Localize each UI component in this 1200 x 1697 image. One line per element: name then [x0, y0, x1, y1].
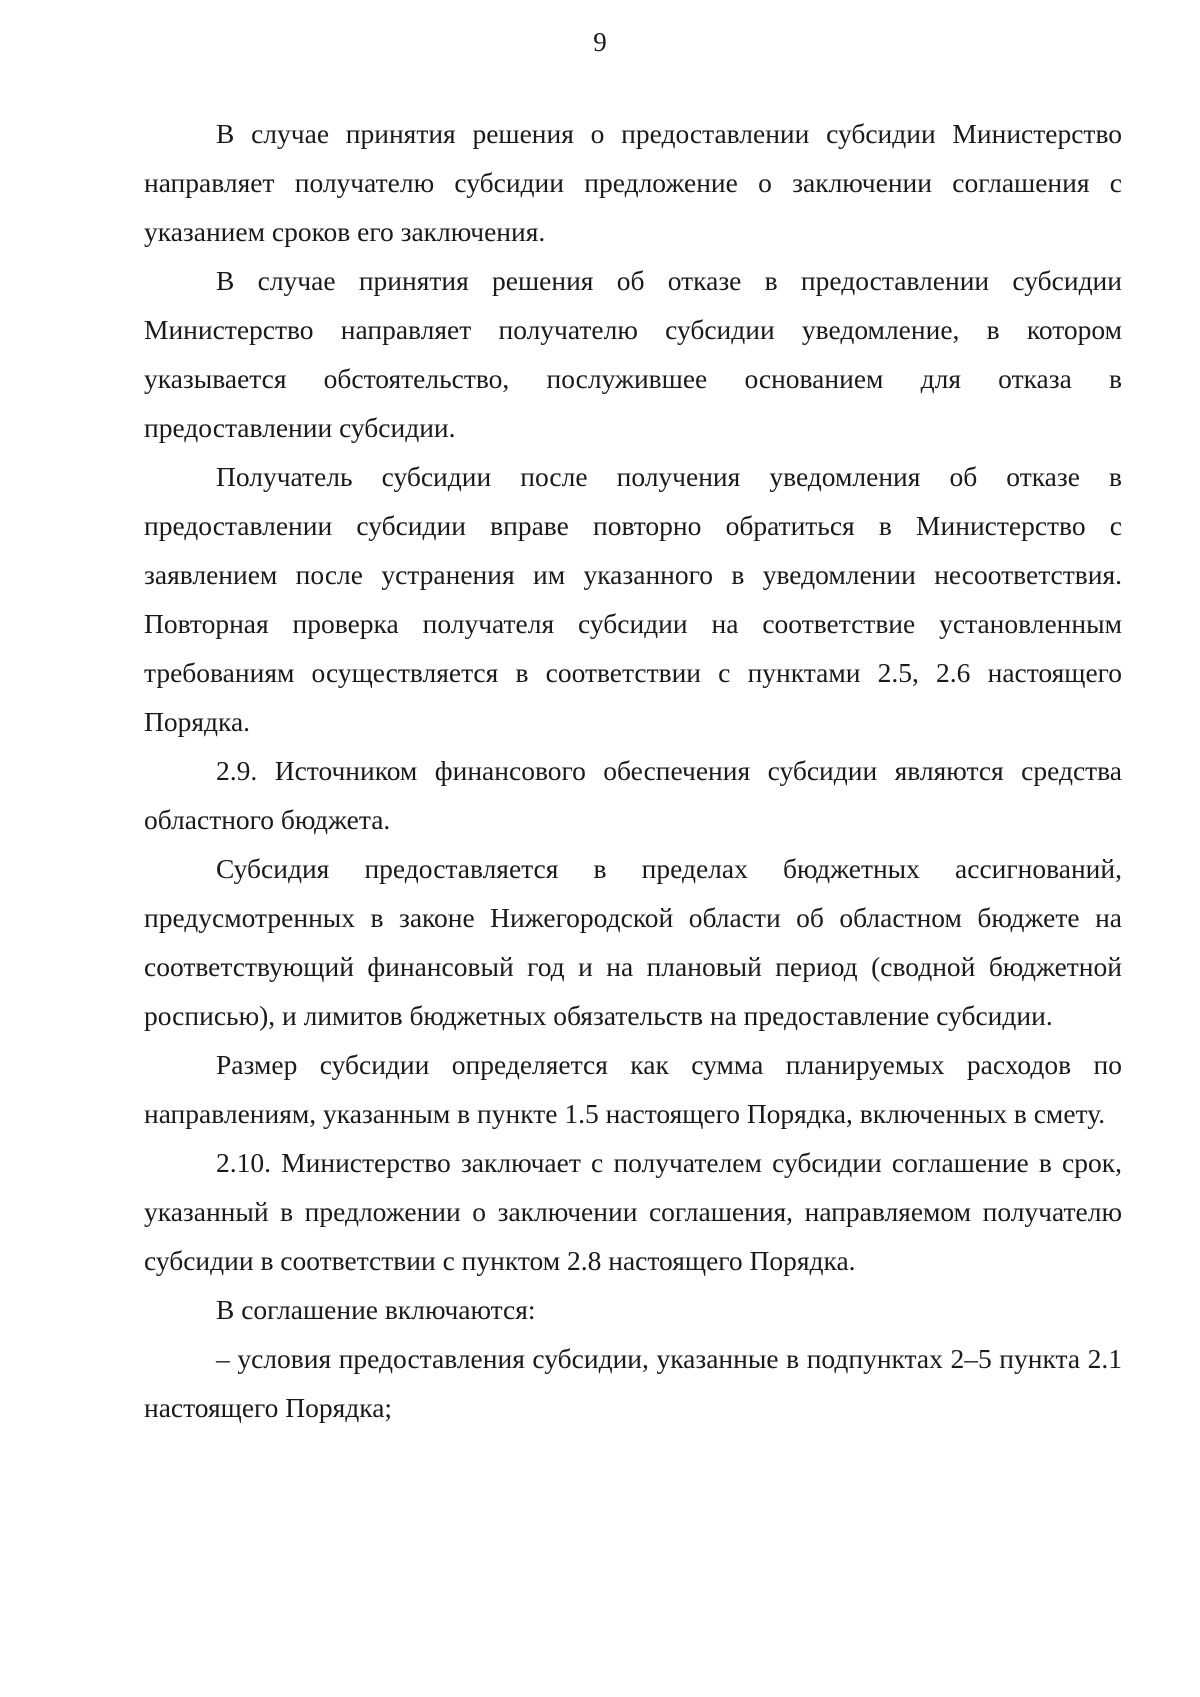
page-number: 9 — [593, 27, 607, 57]
document-body — [144, 109, 1122, 1432]
paragraph-reapplication: Получатель субсидии после получения уведомления об отказе в предоставлении субсидии вправе повторно обратиться в Министерство с заявлением после устранения им указанного в уведомлении несоответствия. Повторная проверка получателя субсидии на соответствие установленным требованиям осуществляется в соответствии с пунктами 2.5, 2.6 настоящего Порядка. — [144, 461, 1122, 737]
paragraph-agreement-contents: В соглашение включаются: — [216, 1294, 536, 1325]
list-item-conditions: – условия предоставления субсидии, указанные в подпунктах 2–5 пункта 2.1 настоящего Порядка; — [144, 1343, 1122, 1423]
paragraph-budget-limits: Субсидия предоставляется в пределах бюджетных ассигнований, предусмотренных в законе Нижегородской области об областном бюджете на соответствующий финансовый год и на плановый период (сводной бюджетной росписью), и лимитов бюджетных обязательств на предоставление субсидии. — [144, 853, 1122, 1031]
paragraph-subsidy-amount: Размер субсидии определяется как сумма планируемых расходов по направлениям, указанным в пункте 1.5 настоящего Порядка, включенных в смету. — [144, 1049, 1122, 1129]
paragraph-2-10-agreement: 2.10. Министерство заключает с получателем субсидии соглашение в срок, указанный в предложении о заключении соглашения, направляемом получателю субсидии в соответствии с пунктом 2.8 настоящего Порядка. — [144, 1147, 1122, 1276]
paragraph-2-9-funding-source: 2.9. Источником финансового обеспечения субсидии являются средства областного бюджета. — [144, 755, 1122, 835]
paragraph-subsidy-approval: В случае принятия решения о предоставлении субсидии Министерство направляет получателю субсидии предложение о заключении соглашения с указанием сроков его заключения. — [144, 118, 1122, 247]
paragraph-subsidy-refusal: В случае принятия решения об отказе в предоставлении субсидии Министерство направляет получателю субсидии уведомление, в котором указывается обстоятельство, послужившее основанием для отказа в предоставлении субсидии. — [144, 265, 1122, 443]
